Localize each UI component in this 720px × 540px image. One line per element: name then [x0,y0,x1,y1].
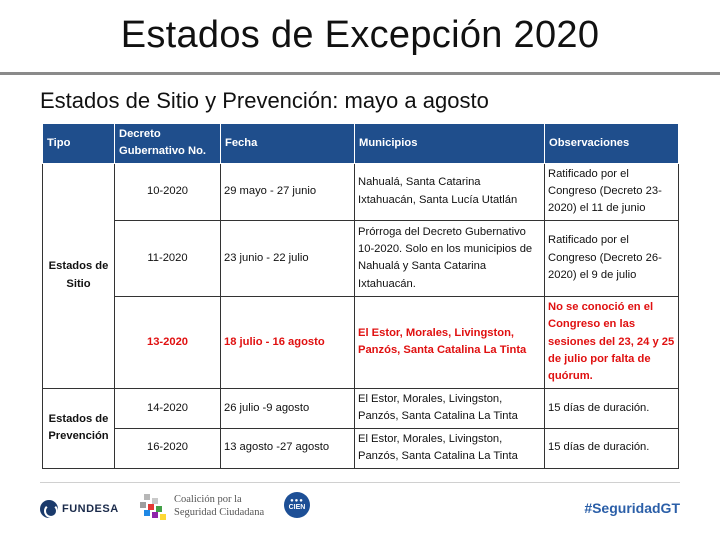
coalicion-line-2: Seguridad Ciudadana [174,507,265,518]
table-header-row [43,124,679,164]
cell-observaciones: Ratificado por el Congreso (Decreto 26-2020) el 9 de julio [545,220,679,296]
header-fecha: Fecha [221,124,355,164]
cell-decreto: 13-2020 [115,296,221,388]
cell-municipios: El Estor, Morales, Livingston, Panzós, Santa Catalina La Tinta [355,388,545,428]
cien-logo [284,492,310,518]
cell-municipios: El Estor, Morales, Livingston, Panzós, Santa Catalina La Tinta [355,296,545,388]
fundesa-logo [40,500,119,518]
table-row [43,220,679,296]
cell-observaciones: 15 días de duración. [545,388,679,428]
table-row [43,428,679,468]
cell-observaciones: 15 días de duración. [545,428,679,468]
coalicion-logo [136,492,264,522]
cell-fecha: 29 mayo - 27 junio [221,163,355,220]
fundesa-logo-icon [40,500,58,518]
cien-logo-icon [284,492,310,518]
slide-title: Estados de Excepción 2020 [120,14,600,56]
table-row-highlighted [43,296,679,388]
coalicion-logo-icon [136,492,168,522]
footer-divider [40,482,680,483]
cell-decreto: 16-2020 [115,428,221,468]
cell-fecha: 13 agosto -27 agosto [221,428,355,468]
cell-observaciones: No se conoció en el Congreso en las sesiones del 23, 24 y 25 de julio por falta de quórum. [545,296,679,388]
hashtag-label: #SeguridadGT [584,500,680,516]
cell-fecha: 26 julio -9 agosto [221,388,355,428]
header-municipios: Municipios [355,124,545,164]
cell-municipios: Nahualá, Santa Catarina Ixtahuacán, Santa Lucía Utatlán [355,163,545,220]
slide-subtitle: Estados de Sitio y Prevención: mayo a agosto [40,88,489,113]
title-divider [0,72,720,75]
header-decreto: Decreto Gubernativo No. [115,124,221,164]
header-tipo: Tipo [43,124,115,164]
cell-observaciones: Ratificado por el Congreso (Decreto 23-2020) el 11 de junio [545,163,679,220]
cell-municipios: Prórroga del Decreto Gubernativo 10-2020. Solo en los municipios de Nahualá y Santa Catarina Ixtahuacán. [355,220,545,296]
cien-logo-text: CIEN [288,504,306,511]
header-observaciones: Observaciones [545,124,679,164]
group-estados-de-prevencion: Estados de Prevención [43,388,115,468]
fundesa-logo-text: FUNDESA [62,503,119,515]
cell-decreto: 14-2020 [115,388,221,428]
table-row [43,388,679,428]
cell-municipios: El Estor, Morales, Livingston, Panzós, Santa Catalina La Tinta [355,428,545,468]
cien-dots-icon: ●●● [290,498,304,504]
cell-fecha: 18 julio - 16 agosto [221,296,355,388]
cell-decreto: 11-2020 [115,220,221,296]
table-row [43,163,679,220]
exception-states-table [42,123,679,469]
coalicion-logo-text [174,494,264,519]
group-estados-de-sitio: Estados de Sitio [43,163,115,388]
coalicion-line-1: Coalición por la [174,494,242,506]
cell-decreto: 10-2020 [115,163,221,220]
cell-fecha: 23 junio - 22 julio [221,220,355,296]
